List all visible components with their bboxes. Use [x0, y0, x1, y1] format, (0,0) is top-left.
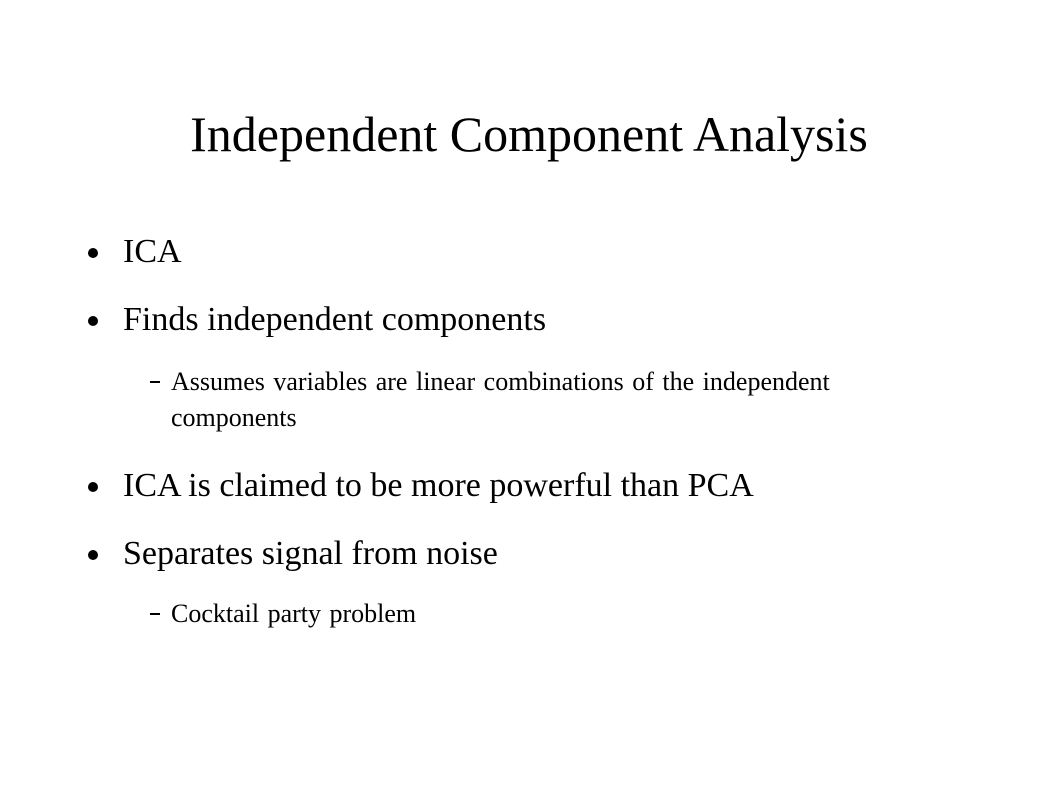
bullet-dot-icon	[88, 316, 98, 326]
bullet-text: ICA	[123, 233, 182, 270]
bullet-dot-icon	[88, 550, 98, 560]
bullet-dot-icon	[88, 482, 98, 492]
bullet-dot-icon	[88, 248, 98, 258]
bullet-text: Finds independent components	[123, 301, 547, 338]
slide-title: Independent Component Analysis	[190, 106, 868, 162]
bullet-text: Separates signal from noise	[123, 535, 498, 572]
dash-icon	[150, 613, 160, 615]
sub-bullet-text: Assumes variables are linear combinations of the independent components	[171, 367, 830, 432]
bullet-text: ICA is claimed to be more powerful than PCA	[123, 467, 754, 504]
sub-bullet-text: Cocktail party problem	[171, 599, 417, 628]
dash-icon	[150, 381, 160, 383]
